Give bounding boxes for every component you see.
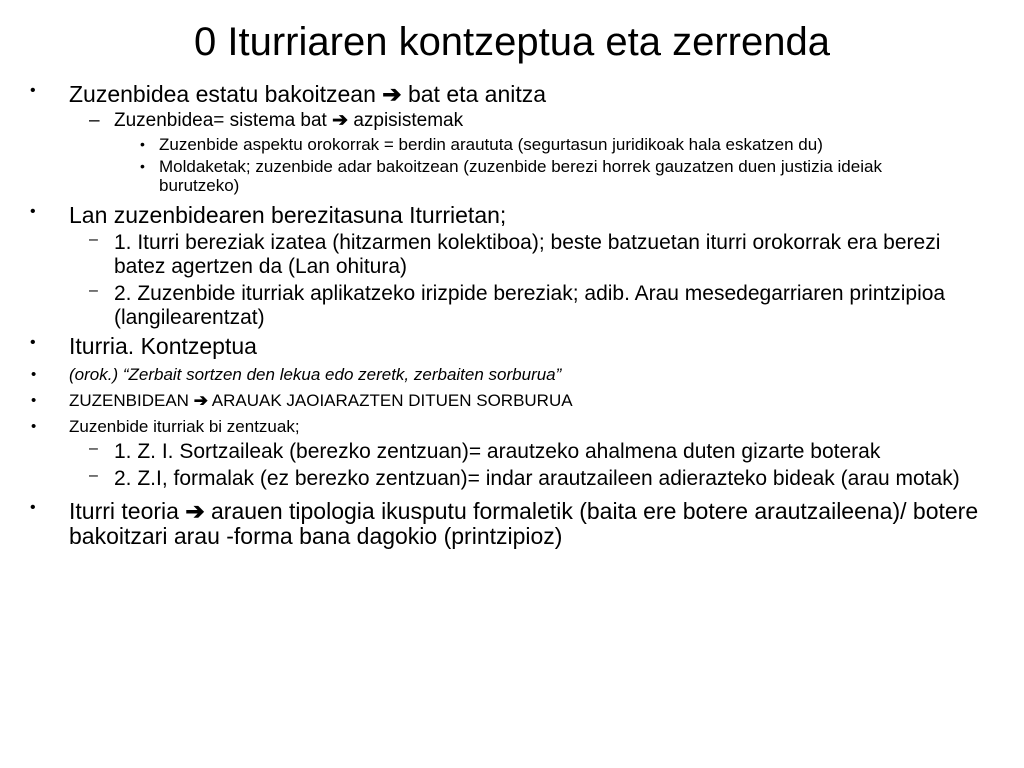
bullet-marker: •	[140, 136, 145, 152]
bullet-item	[0, 203, 1024, 228]
sub-bullet-item	[0, 110, 1024, 132]
sub-sub-bullet-item	[0, 157, 1024, 195]
sub-bullet-item	[0, 231, 1024, 279]
dash-marker: –	[89, 467, 98, 484]
bullet-text: Lan zuzenbidearen berezitasuna Iturrietan;	[69, 202, 507, 228]
dash-marker: –	[89, 231, 98, 248]
bullet-marker: •	[140, 158, 145, 174]
bullet-list	[0, 78, 1024, 549]
sub-bullet-item	[0, 282, 1024, 330]
sub-bullet-text: Zuzenbidea= sistema bat ➔ azpisistemak	[114, 110, 464, 131]
sub-bullet-text: 1. Z. I. Sortzaileak (berezko zentzuan)= arautzeko ahalmena duten gizarte boterak	[114, 440, 881, 463]
bullet-item	[0, 364, 1024, 385]
arrow-icon: ➔	[185, 498, 205, 524]
bullet-item	[0, 82, 1024, 107]
bullet-text: (orok.) “Zerbait sortzen den lekua edo zeretk, zerbaiten sorburua”	[69, 365, 562, 384]
bullet-text: Iturri teoria ➔ arauen tipologia ikusputu formaletik (baita ere botere arautzaileena)/ botere bakoitzari arau -forma bana dagokio (printzipioz)	[69, 498, 979, 549]
sub-sub-bullet-text: Zuzenbide aspektu orokorrak = berdin araututa (segurtasun juridikoak hala eskatzen du)	[159, 135, 823, 154]
sub-bullet-item	[0, 467, 1024, 491]
bullet-marker: •	[31, 418, 37, 435]
bullet-marker: •	[31, 366, 37, 383]
arrow-icon: ➔	[382, 81, 402, 107]
bullet-text: Zuzenbide iturriak bi zentzuak;	[69, 417, 300, 436]
dash-marker: –	[89, 110, 100, 131]
bullet-item	[0, 416, 1024, 437]
sub-sub-bullet-item	[0, 135, 1024, 154]
dash-marker: –	[89, 282, 98, 299]
bullet-text: Zuzenbidea estatu bakoitzean ➔ bat eta anitza	[69, 81, 547, 107]
sub-bullet-item	[0, 440, 1024, 464]
bullet-marker: •	[30, 82, 36, 99]
bullet-item	[0, 334, 1024, 359]
dash-marker: –	[89, 440, 98, 457]
bullet-marker: •	[31, 392, 37, 409]
sub-bullet-text: 2. Zuzenbide iturriak aplikatzeko irizpide bereziak; adib. Arau mesedegarriaren printzipioa (langilearentzat)	[114, 282, 946, 329]
arrow-icon: ➔	[193, 391, 208, 410]
bullet-marker: •	[30, 499, 36, 516]
bullet-text: ZUZENBIDEAN ➔ ARAUAK JAOIARAZTEN DITUEN SORBURUA	[69, 391, 573, 410]
bullet-text: Iturria. Kontzeptua	[69, 333, 257, 359]
sub-sub-bullet-text: Moldaketak; zuzenbide adar bakoitzean (zuzenbide berezi horrek gauzatzen duen justizia ideiak burutzeko)	[159, 157, 882, 195]
sub-bullet-text: 2. Z.I, formalak (ez berezko zentzuan)= indar arautzaileen adierazteko bideak (arau motak)	[114, 467, 960, 490]
bullet-marker: •	[30, 203, 36, 220]
arrow-icon: ➔	[332, 110, 349, 131]
bullet-marker: •	[30, 334, 36, 351]
slide-title: 0 Iturriaren kontzeptua eta zerrenda	[194, 20, 830, 64]
bullet-item	[0, 390, 1024, 411]
bullet-item	[0, 499, 1024, 549]
sub-bullet-text: 1. Iturri bereziak izatea (hitzarmen kolektiboa); beste batzuetan iturri orokorrak era berezi batez agertzen da (Lan ohitura)	[114, 231, 941, 278]
